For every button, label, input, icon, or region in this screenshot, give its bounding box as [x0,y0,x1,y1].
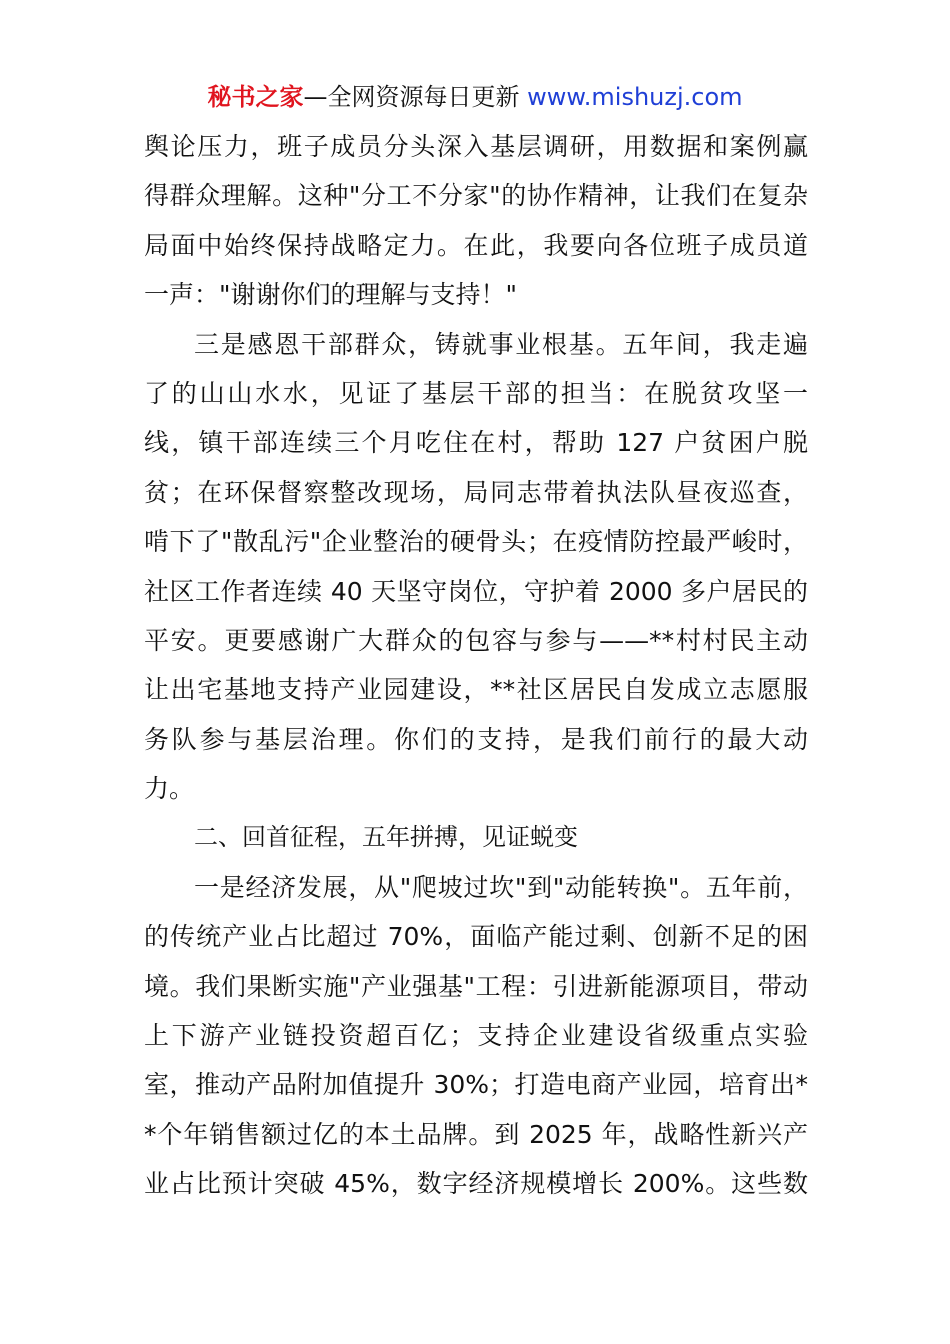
paragraph-start-line: 一是经济发展，从"爬坡过坎"到"动能转换"。五年前， [194,872,808,902]
text-line: 了的山山水水，见证了基层干部的担当：在脱贫攻坚一 [144,378,808,408]
document-body [144,122,808,1209]
text-line: 境。我们果断实施"产业强基"工程：引进新能源项目，带动 [144,971,808,1001]
text-line: 啃下了"散乱污"企业整治的硬骨头；在疫情防控最严峻时， [144,527,808,557]
text-line: 室，推动产品附加值提升 30%；打造电商产业园，培育出* [144,1070,808,1100]
text-line: 贫；在环保督察整改现场，局同志带着执法队昼夜巡查， [144,477,808,507]
text-line: 务队参与基层治理。你们的支持，是我们前行的最大动 [144,724,808,754]
site-name: 秘书之家 [207,83,304,111]
text-line: 社区工作者连续 40 天坚守岗位，守护着 2000 多户居民的 [144,576,808,606]
text-line: 业占比预计突破 45%，数字经济规模增长 200%。这些数 [144,1169,808,1199]
site-url-link[interactable]: www.mishuzj.com [527,83,743,111]
site-header [0,80,950,114]
text-line: 舆论压力，班子成员分头深入基层调研，用数据和案例赢 [144,132,808,161]
text-line: 局面中始终保持战略定力。在此，我要向各位班子成员道 [144,230,808,260]
text-line: 力。 [144,774,195,804]
site-tagline: —全网资源每日更新 [303,83,520,111]
text-line: 的传统产业占比超过 70%，面临产能过剩、创新不足的困 [144,922,808,952]
text-line: *个年销售额过亿的本土品牌。到 2025 年，战略性新兴产 [144,1119,808,1149]
text-line: 得群众理解。这种"分工不分家"的协作精神，让我们在复杂 [144,181,808,211]
section-heading: 二、回首征程，五年拼搏，见证蜕变 [194,823,578,852]
text-line: 平安。更要感谢广大群众的包容与参与——**村村民主动 [144,625,808,655]
text-line: 一声："谢谢你们的理解与支持！" [144,280,517,310]
text-line: 让出宅基地支持产业园建设，**社区居民自发成立志愿服 [144,675,808,705]
paragraph-start-line: 三是感恩干部群众，铸就事业根基。五年间，我走遍 [194,329,808,359]
text-line: 上下游产业链投资超百亿；支持企业建设省级重点实验 [144,1021,808,1051]
text-line: 线，镇干部连续三个月吃住在村，帮助 127 户贫困户脱 [144,428,808,458]
